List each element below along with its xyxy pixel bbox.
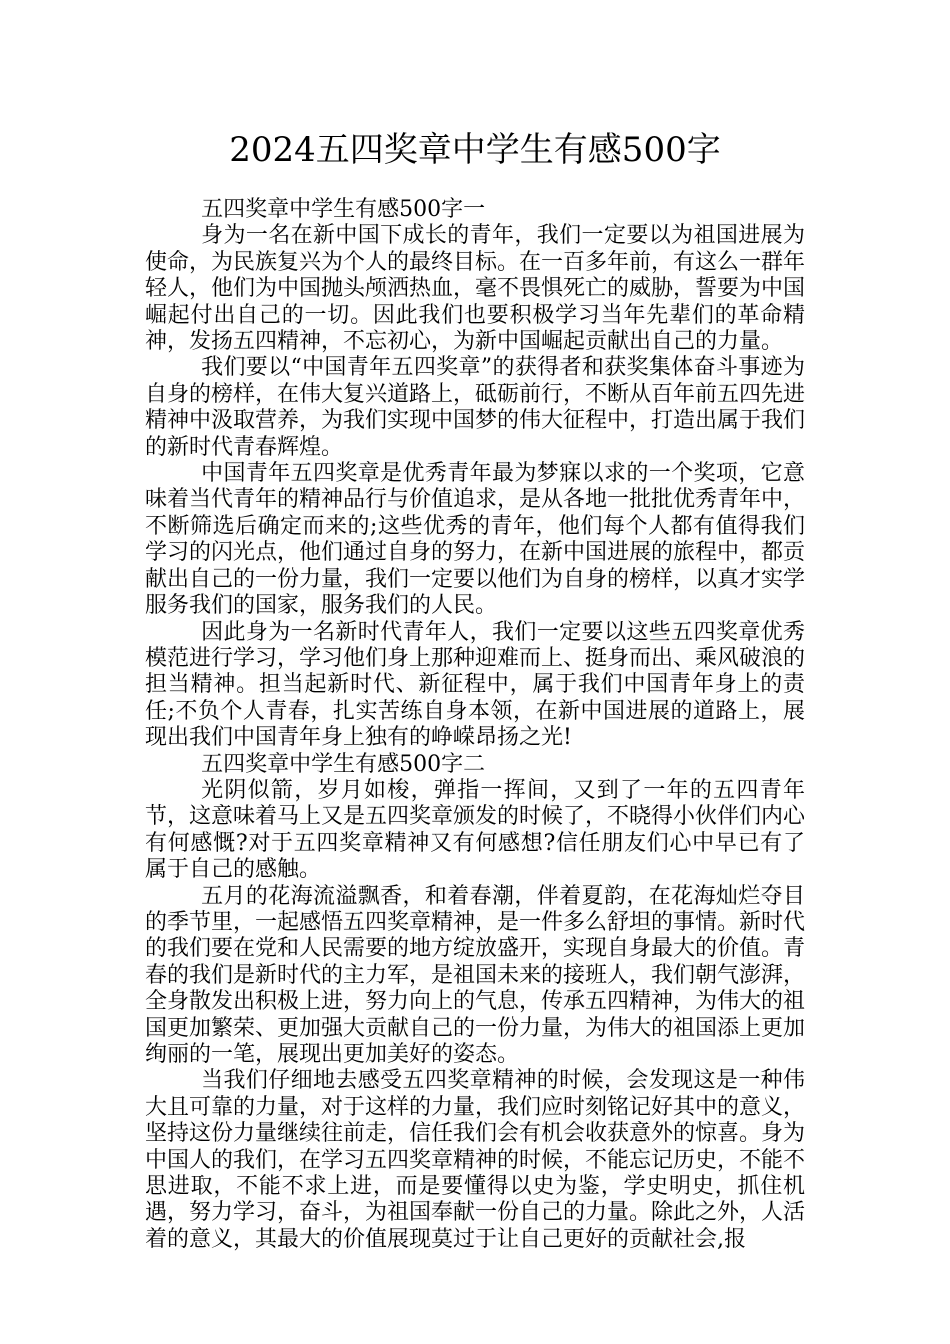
body-paragraph: 我们要以“中国青年五四奖章”的获得者和获奖集体奋斗事迹为自身的榜样，在伟大复兴道路上，砥砺前行，不断从百年前五四先进精神中汲取营养，为我们实现中国梦的伟大征程中，打造出属于我们的新时代青春辉煌。 (145, 355, 806, 460)
document-body (145, 197, 805, 1253)
body-paragraph: 中国青年五四奖章是优秀青年最为梦寐以求的一个奖项，它意味着当代青年的精神品行与价值追求，是从各地一批批优秀青年中，不断筛选后确定而来的;这些优秀的青年，他们每个人都有值得我们学习的闪光点，他们通过自身的努力，在新中国进展的旅程中，都贡献出自己的一份力量，我们一定要以他们为自身的榜样，以真才实学服务我们的国家，服务我们的人民。 (145, 461, 806, 619)
body-paragraph: 因此身为一名新时代青年人，我们一定要以这些五四奖章优秀模范进行学习，学习他们身上那种迎难而上、挺身而出、乘风破浪的担当精神。担当起新时代、新征程中，属于我们中国青年身上的责任;不负个人青春，扎实苦练自身本领，在新中国进展的道路上，展现出我们中国青年身上独有的峥嵘昂扬之光! (145, 619, 806, 751)
section-heading: 五四奖章中学生有感500字二 (201, 751, 486, 777)
body-paragraph: 五月的花海流溢飘香，和着春潮，伴着夏韵，在花海灿烂夺目的季节里，一起感悟五四奖章精神，是一件多么舒坦的事情。新时代的我们要在党和人民需要的地方绽放盛开，实现自身最大的价值。青春的我们是新时代的主力军，是祖国未来的接班人，我们朝气澎湃，全身散发出积极上进，努力向上的气息，传承五四精神，为伟大的祖国更加繁荣、更加强大贡献自己的一份力量，为伟大的祖国添上更加绚丽的一笔，展现出更加美好的姿态。 (145, 883, 806, 1067)
body-paragraph: 身为一名在新中国下成长的青年，我们一定要以为祖国进展为使命，为民族复兴为个人的最终目标。在一百多年前，有这么一群年轻人，他们为中国抛头颅洒热血，毫不畏惧死亡的威胁，誓要为中国崛起付出自己的一切。因此我们也要积极学习当年先辈们的革命精神，发扬五四精神，不忘初心，为新中国崛起贡献出自己的力量。 (145, 223, 806, 355)
body-paragraph: 光阴似箭，岁月如梭，弹指一挥间，又到了一年的五四青年节，这意味着马上又是五四奖章颁发的时候了，不晓得小伙伴们内心有何感慨?对于五四奖章精神又有何感想?信任朋友们心中早已有了属于自己的感触。 (145, 777, 806, 883)
section-heading: 五四奖章中学生有感500字一 (201, 197, 486, 222)
body-paragraph: 当我们仔细地去感受五四奖章精神的时候，会发现这是一种伟大且可靠的力量，对于这样的力量，我们应时刻铭记好其中的意义，坚持这份力量继续往前走，信任我们会有机会收获意外的惊喜。身为中国人的我们，在学习五四奖章精神的时候，不能忘记历史，不能不思进取，不能不求上进，而是要懂得以史为鉴，学史明史，抓住机遇，努力学习，奋斗，为祖国奉献一份自己的力量。除此之外，人活着的意义，其最大的价值展现莫过于让自己更好的贡献社会,报 (145, 1068, 806, 1252)
document-title: 2024五四奖章中学生有感500字 (229, 130, 721, 170)
